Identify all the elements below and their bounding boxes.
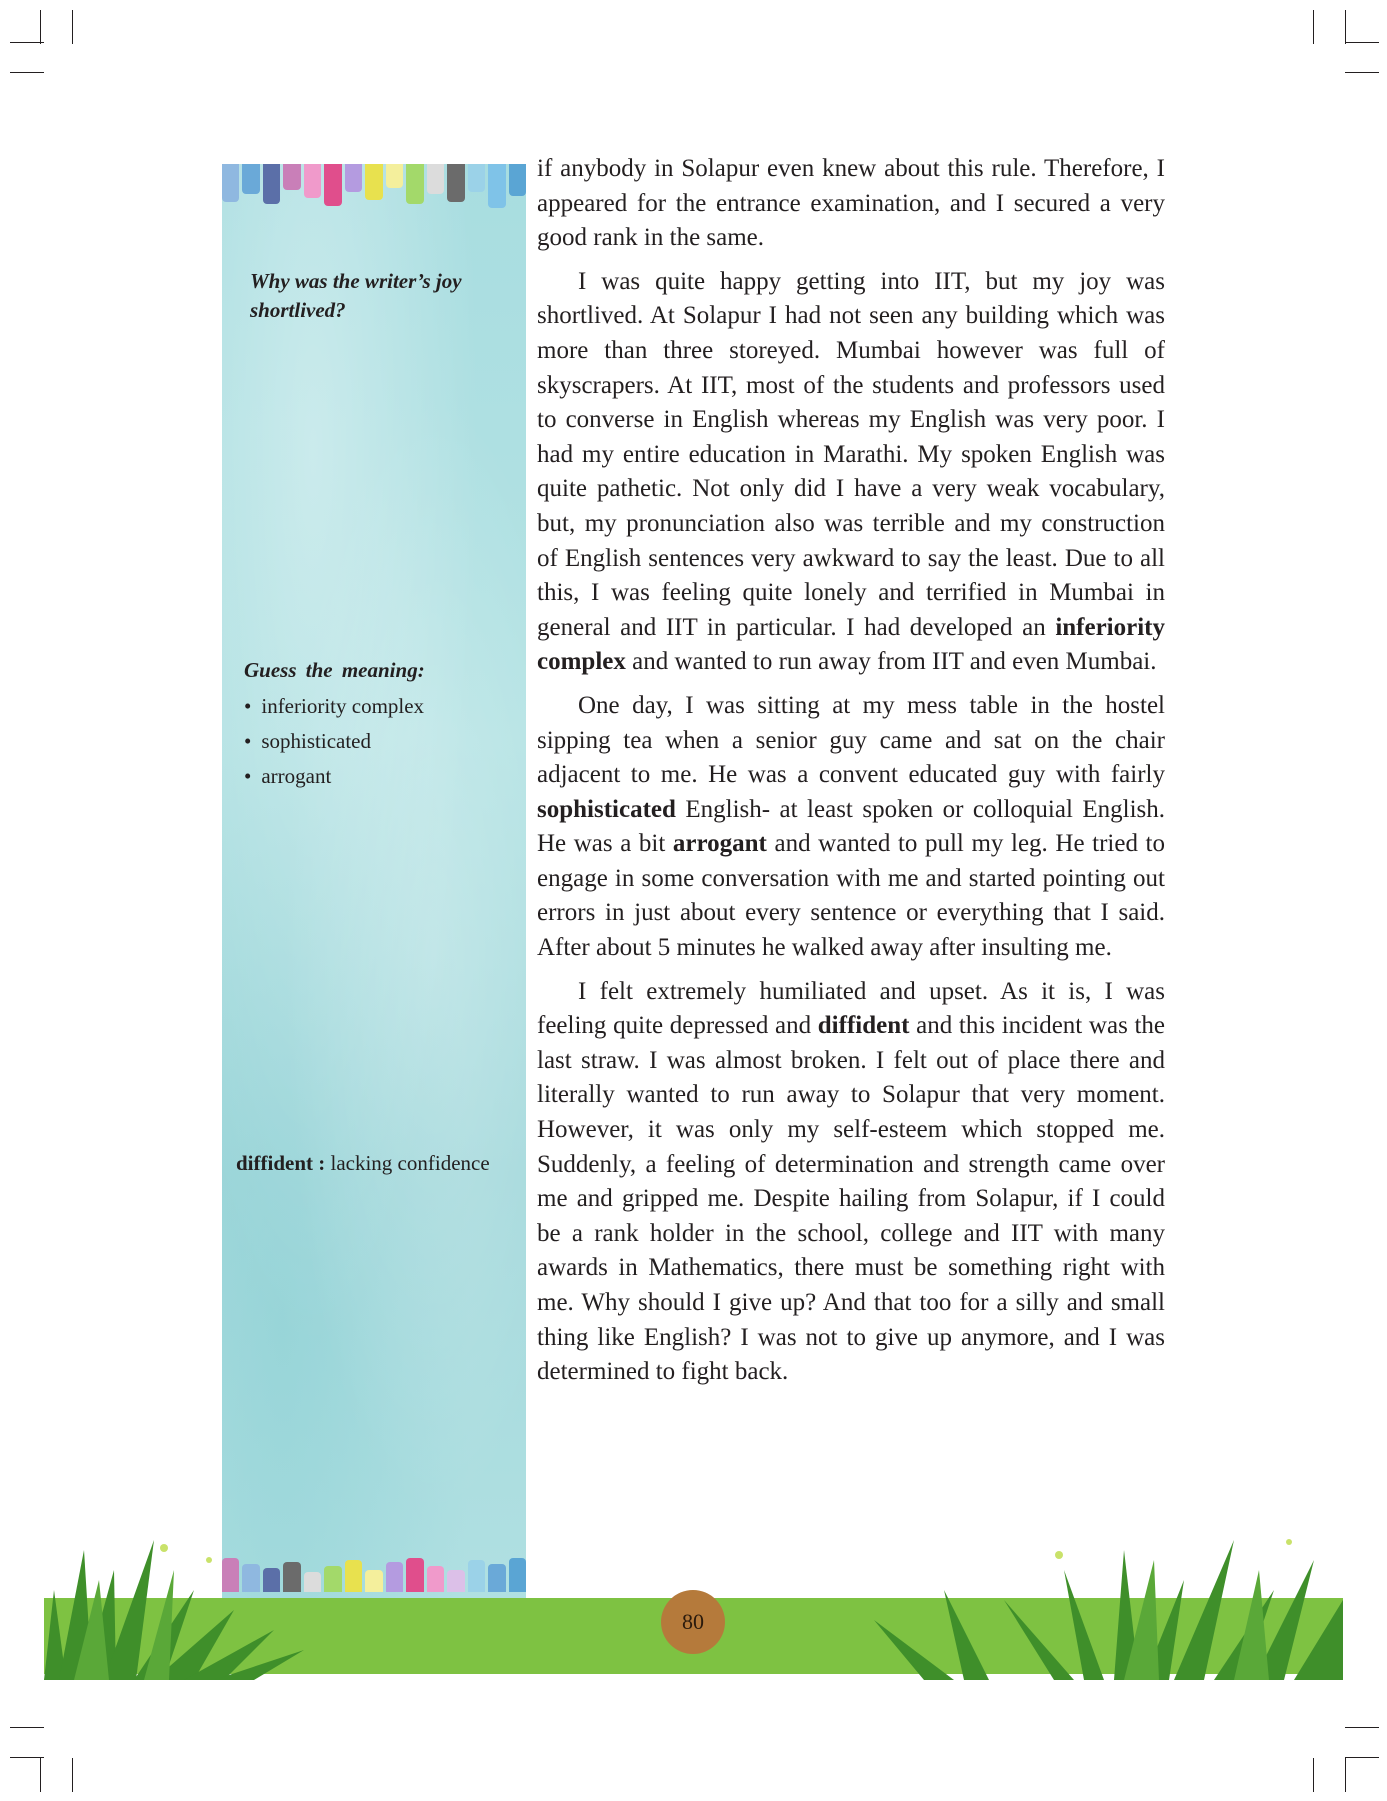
page-number: 80 xyxy=(661,1590,725,1654)
crop-mark xyxy=(1313,10,1314,44)
crop-mark xyxy=(10,1727,44,1728)
crop-mark xyxy=(1345,10,1346,44)
list-item: • arrogant xyxy=(244,759,425,794)
crop-mark xyxy=(1345,1727,1379,1728)
margin-question: Why was the writer’s joy shortlived? xyxy=(250,269,462,322)
paragraph: I was quite happy getting into IIT, but my joy was shortlived. At Solapur I had not seen any building which was more than three storeyed. Mumbai however was full of skyscrapers. At IIT, most of the students and professors used to converse in English whereas my English was very poor. I had my entire education in Marathi. My spoken English was quite pathetic. Not only did I have a very weak vocabulary, but, my pronunciation also was terrible and my construction of English sentences very awkward to say the least. Due to all this, I was feeling quite lonely and terrified in Mumbai in general and IIT in particular. I had developed an inferiority complex and wanted to run away from IIT and even Mumbai. xyxy=(537,267,1165,676)
crop-mark xyxy=(10,1757,44,1758)
margin-sidebar xyxy=(222,164,526,1604)
guess-meaning-box xyxy=(244,656,425,794)
crop-mark xyxy=(10,72,44,73)
crop-mark xyxy=(1345,1757,1379,1758)
crop-mark xyxy=(1313,1758,1314,1792)
vocab-word: diffident xyxy=(817,1012,910,1040)
list-item: • sophisticated xyxy=(244,724,425,759)
vocab-word: inferiority complex xyxy=(537,613,1165,676)
paragraph: One day, I was sitting at my mess table in the hostel sipping tea when a senior guy came and sat on the chair adjacent to me. He was a convent educated guy with fairly sophisticated English- at least spoken or colloquial English. He was a bit arrogant and wanted to pull my leg. He tried to engage in some conversation with me and started pointing out errors in just about every sentence or everything that I said. After about 5 minutes he walked away after insulting me. xyxy=(537,691,1166,962)
crop-mark xyxy=(40,1758,41,1792)
glossary-note xyxy=(236,1149,496,1178)
crop-mark xyxy=(40,10,41,44)
vocab-word: sophisticated xyxy=(537,795,676,823)
crop-mark xyxy=(72,10,73,44)
body-text xyxy=(537,152,1165,1399)
crop-mark xyxy=(1345,72,1379,73)
paragraph: if anybody in Solapur even knew about this rule. Therefore, I appeared for the entrance examination, and I secured a very good rank in the same. xyxy=(537,155,1165,252)
glossary-term: diffident : xyxy=(236,1151,326,1175)
crop-mark xyxy=(72,1758,73,1792)
crop-mark xyxy=(1345,1758,1346,1792)
crop-mark xyxy=(10,42,44,43)
paragraph: I felt extremely humiliated and upset. As it is, I was feeling quite depressed and diffident and this incident was the last straw. I was almost broken. I felt out of place there and literally wanted to run away to Solapur that very moment. However, it was only my self-esteem which stopped me. Suddenly, a feeling of determination and strength came over me and gripped me. Despite hailing from Solapur, if I could be a rank holder in the school, college and IIT with many awards in Mathematics, there must be something right with me. Why should I give up? And that too for a silly and small thing like English? I was not to give up anymore, and I was determined to fight back. xyxy=(537,977,1166,1386)
crop-mark xyxy=(1345,42,1379,43)
vocab-word: arrogant xyxy=(672,830,767,858)
guess-meaning-title: Guess the meaning: xyxy=(244,658,425,682)
sidebar-stripes-top xyxy=(222,164,526,208)
list-item: • inferiority complex xyxy=(244,689,425,724)
glossary-definition: lacking confidence xyxy=(330,1151,490,1175)
guess-meaning-list xyxy=(244,689,425,794)
